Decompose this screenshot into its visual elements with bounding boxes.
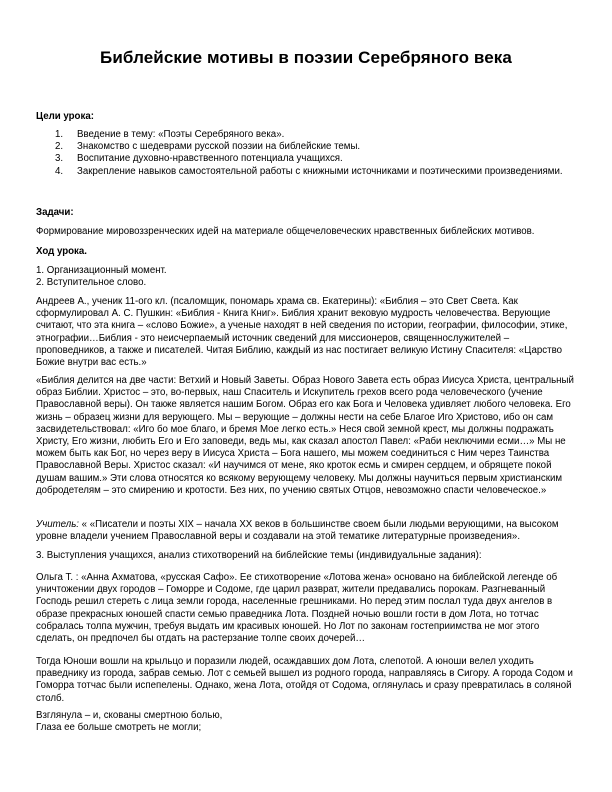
youths-paragraph: Тогда Юноши вошли на крыльцо и поразили людей, осаждавших дом Лота, слепотой. А юноши велел уходить праведнику из города, забрав семью. Лот с семьей вышел из родного города, направляясь в Сигору. А города Содом и Гоморра тотчас были испепелены. Однако, жена Лота, отойдя от Содома, оглянулась и сразу превратилась в соляной столб. bbox=[36, 656, 573, 704]
lesson-heading: Ход урока. bbox=[36, 246, 87, 257]
goal-item bbox=[55, 166, 575, 178]
teacher-paragraph bbox=[36, 519, 578, 543]
teacher-text: « «Писатели и поэты XIX – начала XX веков в большинстве своем были людьми верующими, на высоком уровне владели учением Православной веры и создавали на этой тематике литературные произведения». bbox=[36, 519, 559, 543]
goals-heading: Цели урока: bbox=[36, 111, 94, 122]
tasks-heading: Задачи: bbox=[36, 207, 74, 218]
goal-text: Знакомство с шедеврами русской поэзии на библейские темы. bbox=[77, 141, 361, 153]
goal-item bbox=[55, 153, 575, 165]
goal-number: 4. bbox=[55, 165, 64, 177]
lesson-step-1: 1. Организационный момент. bbox=[36, 265, 167, 276]
teacher-label: Учитель: bbox=[36, 519, 79, 530]
goal-item bbox=[55, 129, 575, 141]
goal-text: Закрепление навыков самостоятельной работы с книжными источниками и поэтическими произведениями. bbox=[77, 165, 563, 177]
poem-line-2: Глаза ее больше смотреть не могли; bbox=[36, 722, 202, 733]
bible-paragraph: «Библия делится на две части: Ветхий и Новый Заветы. Образ Нового Завета есть образ Иисуса Христа, центральный образ Библии. Христос – это, во-первых, наш Спаситель и Искупитель грехов всего рода человеческого (учение Православной веры). Он также является нашим Богом. Образ его как Бога и Человека удивляет любого человека. Его жизнь – образец жизни для верующего. Мы – верующие – должны нести на себе Благое Иго Христово, ибо он сам засвидетельствовал: «Иго бо мое благо, и бремя Мое легко есть.» Неся свой земной крест, мы должны подражать Христу, Его жизни, любить Его и Его заповеди, ведь мы, как сказал апостол Павел: «Раби неключими есми…» Мы не можем быть как Бог, но через веру в Иисуса Христа – Бога нашего, мы можем соединиться с Ним через Таинства Православной Веры. Христос сказал: «И научимся от мене, яко кроток есмь и смирен сердцем, и обрящете покой душам вашим.» Эти слова относятся ко всякому верующему человеку. Мы должны научиться первым христианским добродетелям – это смирению и кротости. Без них, по учению святых Отцов, невозможно спасти человеческое.» bbox=[36, 375, 574, 496]
goal-item bbox=[55, 141, 575, 153]
goal-text: Воспитание духовно-нравственного потенциала учащихся. bbox=[77, 153, 343, 165]
lesson-step-3: 3. Выступления учащихся, анализ стихотворений на библейские темы (индивидуальные задания): bbox=[36, 550, 482, 561]
olga-paragraph: Ольга Т. : «Анна Ахматова, «русская Сафо». Ее стихотворение «Лотова жена» основано на библейской легенде об уничтожении двух городов – Гоморре и Содоме, где царил разврат, жители предавались порокам. Разгневанный Господь решил стереть с лица земли города, населенные грешниками. Но перед этим послал туда двух ангелов в образе прекрасных юношей спасти семью праведника Лота. Поздней ночью вошли гости в дом Лота, но тотчас собралась толпа мужчин, требуя выдать им красивых юношей. Но Лот по законам гостеприимства не мог этого сделать, он предпочел бы отдать на растерзание толпе своих дочерей… bbox=[36, 572, 558, 645]
page-title: Библейские мотивы в поэзии Серебряного века bbox=[100, 48, 512, 67]
andreev-paragraph: Андреев А., ученик 11-ого кл. (псаломщик, пономарь храма св. Екатерины): «Библия – это Свет Света. Как сформулировал А. С. Пушкин: «Библия - Книга Книг». Библия хранит вековую мудрость человечества. Верующие считают, что эта книга – «слово Божие», а ученые находят в ней сведения по истории, географии, философии, этике, этнографии…Библия - это неисчерпаемый источник сведений для миссионеров, священнослужителей – проповедников, а также и писателей. Читая Библию, каждый из нас постигает великую Истину Спасителя: «Царство Божие внутри вас есть.» bbox=[36, 296, 568, 369]
goal-number: 2. bbox=[55, 141, 64, 153]
goal-number: 3. bbox=[55, 153, 64, 165]
goals-list bbox=[55, 129, 575, 178]
goal-number: 1. bbox=[55, 129, 64, 140]
goal-text: Введение в тему: «Поэты Серебряного века». bbox=[77, 129, 285, 140]
poem-line-1: Взглянула – и, скованы смертною болью, bbox=[36, 710, 223, 721]
lesson-step-2: 2. Вступительное слово. bbox=[36, 277, 147, 288]
tasks-text: Формирование мировоззренческих идей на материале общечеловеческих нравственных библейских мотивов. bbox=[36, 226, 535, 237]
